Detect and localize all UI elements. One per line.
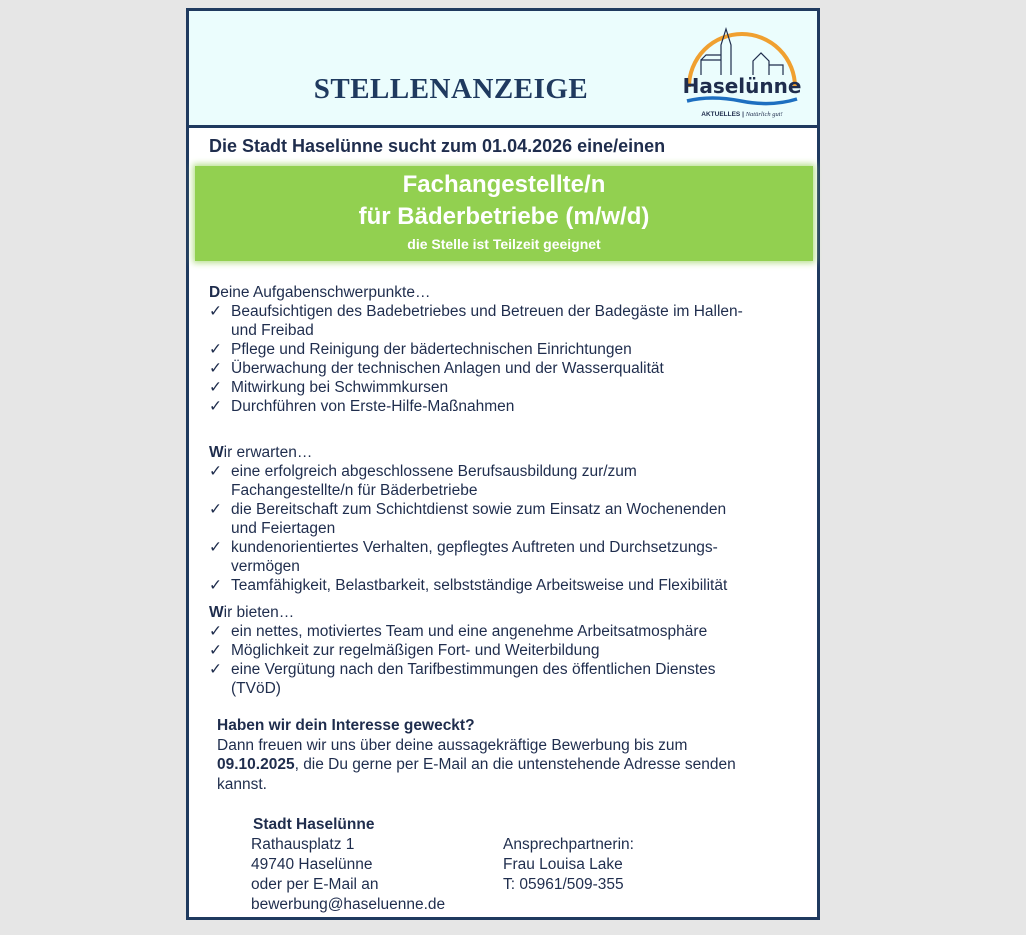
- heading-text: ir erwarten…: [223, 444, 313, 461]
- apply-question: Haben wir dein Interesse geweckt?: [217, 717, 475, 734]
- job-subtitle: für Bäderbetriebe (m/w/d): [358, 203, 650, 230]
- list-item-text: kundenorientiertes Verhalten, gepflegtes Auftreten und Durchsetzungs- vermögen: [231, 539, 718, 575]
- apply-text-2: , die Du gerne per E-Mail an die untenstehende Adresse senden kannst.: [217, 756, 736, 793]
- apply-text: [217, 736, 777, 795]
- list-item-text: Durchführen von Erste-Hilfe-Maßnahmen: [231, 398, 515, 415]
- contact: [503, 835, 634, 895]
- address: [251, 815, 445, 915]
- address-city: 49740 Haselünne: [251, 856, 373, 873]
- list-item: [209, 500, 756, 538]
- section: [209, 603, 769, 698]
- check-icon: ✓: [209, 379, 222, 396]
- list-item: [209, 462, 756, 500]
- check-icon: ✓: [209, 642, 222, 659]
- contact-phone: T: 05961/509-355: [503, 876, 624, 893]
- email-link[interactable]: bewerbung@haseluenne.de: [251, 896, 446, 913]
- section: [209, 283, 769, 416]
- check-icon: ✓: [209, 661, 222, 678]
- list-item-text: Pflege und Reinigung der bädertechnischen Einrichtungen: [231, 341, 632, 358]
- svg-text:AKTUELLES | Natürlich gut!: AKTUELLES | Natürlich gut!: [701, 111, 783, 118]
- list-item: [209, 378, 756, 397]
- section-heading: [209, 443, 769, 462]
- list-item: [209, 622, 756, 641]
- job-title: Fachangestellte/n: [402, 171, 606, 198]
- list-item-text: ein nettes, motiviertes Team und eine angenehme Arbeitsatmosphäre: [231, 623, 708, 640]
- heading-initial: W: [209, 444, 224, 461]
- section-heading: [209, 603, 769, 622]
- job-title-banner: [195, 166, 813, 261]
- check-icon: ✓: [209, 463, 222, 480]
- email-label: oder per E-Mail an: [251, 876, 379, 893]
- deadline: 09.10.2025: [217, 756, 295, 773]
- list-item-text: eine erfolgreich abgeschlossene Berufsausbildung zur/zum Fachangestellte/n für Bäderbetriebe: [231, 463, 637, 499]
- section: [209, 443, 769, 595]
- check-icon: ✓: [209, 501, 222, 518]
- list-item-text: Möglichkeit zur regelmäßigen Fort- und Weiterbildung: [231, 642, 600, 659]
- header: [189, 11, 817, 128]
- list-item: [209, 538, 756, 576]
- svg-text:Haselünne: Haselünne: [682, 74, 802, 98]
- list-item: [209, 340, 756, 359]
- part-time-note: die Stelle ist Teilzeit geeignet: [407, 236, 601, 252]
- list-item: [209, 302, 756, 340]
- application-info: [217, 716, 777, 794]
- heading-text: eine Aufgabenschwerpunkte…: [220, 284, 431, 301]
- list-item-text: Teamfähigkeit, Belastbarkeit, selbstständige Arbeitsweise und Flexibilität: [231, 577, 728, 594]
- page-title: STELLENANZEIGE: [313, 73, 589, 105]
- check-icon: ✓: [209, 623, 222, 640]
- contact-label: Ansprechpartnerin:: [503, 836, 634, 853]
- address-street: Rathausplatz 1: [251, 836, 355, 853]
- check-icon: ✓: [209, 577, 222, 594]
- haseluenne-logo: [681, 15, 803, 121]
- heading-initial: W: [209, 604, 224, 621]
- check-icon: ✓: [209, 303, 222, 320]
- check-icon: ✓: [209, 341, 222, 358]
- check-icon: ✓: [209, 398, 222, 415]
- list-item-text: Beaufsichtigen des Badebetriebes und Betreuen der Badegäste im Hallen- und Freibad: [231, 303, 743, 339]
- list-item-text: eine Vergütung nach den Tarifbestimmungen des öffentlichen Dienstes (TVöD): [231, 661, 716, 697]
- check-icon: ✓: [209, 360, 222, 377]
- job-ad: [186, 8, 820, 920]
- list-item: [209, 397, 756, 416]
- intro-heading: Die Stadt Haselünne sucht zum 01.04.2026 eine/einen: [209, 136, 666, 156]
- list-item-text: Mitwirkung bei Schwimmkursen: [231, 379, 449, 396]
- heading-initial: D: [209, 284, 221, 301]
- check-icon: ✓: [209, 539, 222, 556]
- list-item: [209, 660, 756, 698]
- contact-name: Frau Louisa Lake: [503, 856, 623, 873]
- apply-text-1: Dann freuen wir uns über deine aussagekräftige Bewerbung bis zum: [217, 736, 688, 754]
- list-item: [209, 641, 756, 660]
- list-item: [209, 359, 756, 378]
- address-name: Stadt Haselünne: [253, 816, 375, 833]
- list-item-text: Überwachung der technischen Anlagen und der Wasserqualität: [231, 360, 664, 377]
- section-heading: [209, 283, 769, 302]
- heading-text: ir bieten…: [223, 604, 295, 621]
- list-item-text: die Bereitschaft zum Schichtdienst sowie zum Einsatz an Wochenenden und Feiertagen: [231, 501, 727, 537]
- list-item: [209, 576, 756, 595]
